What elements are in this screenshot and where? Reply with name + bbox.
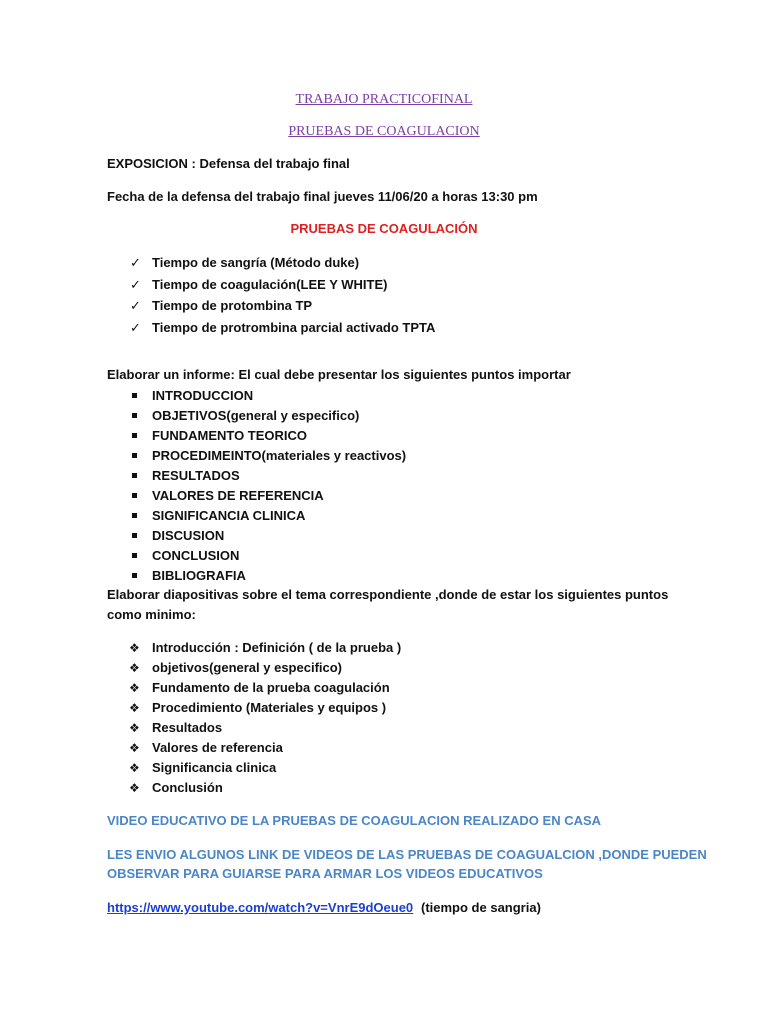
list-item: ❖ Procedimiento (Materiales y equipos )	[129, 700, 387, 715]
square-bullet-icon	[132, 553, 137, 558]
square-bullet-icon	[132, 513, 137, 518]
diamond-bullet-icon: ❖	[129, 681, 140, 695]
tests-list	[130, 254, 435, 340]
list-item: CONCLUSION	[130, 547, 406, 567]
list-item: PROCEDIMEINTO(materiales y reactivos)	[130, 447, 406, 467]
slide-points-list	[130, 639, 401, 799]
list-item: INTRODUCCION	[130, 387, 406, 407]
document-subtitle: PRUEBAS DE COAGULACION	[288, 124, 480, 139]
list-item: RESULTADOS	[130, 467, 406, 487]
square-bullet-icon	[132, 433, 137, 438]
list-item: ❖ Conclusión	[129, 780, 223, 795]
diapositivas-line1: Elaborar diapositivas sobre el tema correspondiente ,donde de estar los siguientes puntos	[107, 587, 669, 602]
diamond-bullet-icon: ❖	[129, 781, 140, 795]
informe-intro: Elaborar un informe: El cual debe presentar los siguientes puntos importar	[107, 367, 571, 382]
check-icon: ✓	[130, 298, 141, 313]
video-heading: VIDEO EDUCATIVO DE LA PRUEBAS DE COAGULACION REALIZADO EN CASA	[107, 813, 602, 828]
diamond-bullet-icon: ❖	[129, 661, 140, 675]
links-line1: LES ENVIO ALGUNOS LINK DE VIDEOS DE LAS PRUEBAS DE COAGUALCION ,DONDE PUEDEN	[107, 847, 707, 862]
list-item: ✓ Tiempo de protombina TP	[130, 298, 313, 313]
links-line2: OBSERVAR PARA GUIARSE PARA ARMAR LOS VIDEOS EDUCATIVOS	[107, 866, 543, 881]
square-bullet-icon	[132, 533, 137, 538]
document-title: TRABAJO PRACTICOFINAL	[295, 92, 473, 107]
list-item: ❖ Valores de referencia	[129, 740, 283, 755]
list-item: ✓ Tiempo de protrombina parcial activado TPTA	[130, 319, 436, 335]
fecha-line: Fecha de la defensa del trabajo final jueves 11/06/20 a horas 13:30 pm	[107, 189, 538, 204]
diamond-bullet-icon: ❖	[129, 641, 140, 655]
list-item: SIGNIFICANCIA CLINICA	[130, 507, 406, 527]
diamond-bullet-icon: ❖	[129, 761, 140, 775]
check-icon: ✓	[130, 276, 141, 292]
list-item: ❖ Fundamento de la prueba coagulación	[129, 680, 390, 695]
list-item: VALORES DE REFERENCIA	[130, 487, 406, 507]
square-bullet-icon	[132, 393, 137, 398]
list-item: OBJETIVOS(general y especifico)	[130, 407, 406, 427]
diapositivas-line2: como minimo:	[107, 607, 196, 622]
section-heading: PRUEBAS DE COAGULACIÓN	[290, 221, 478, 236]
list-item: FUNDAMENTO TEORICO	[130, 427, 406, 447]
list-item: ❖ Introducción : Definición ( de la prueba )	[129, 640, 402, 655]
square-bullet-icon	[132, 413, 137, 418]
diamond-bullet-icon: ❖	[129, 721, 140, 735]
check-icon: ✓	[130, 319, 141, 335]
link-note: (tiempo de sangria)	[421, 900, 541, 915]
square-bullet-icon	[132, 493, 137, 498]
informe-points-list	[130, 387, 406, 587]
list-item: BIBLIOGRAFIA	[130, 567, 406, 587]
list-item: DISCUSION	[130, 527, 406, 547]
square-bullet-icon	[132, 453, 137, 458]
check-icon: ✓	[130, 255, 141, 270]
diamond-bullet-icon: ❖	[129, 701, 140, 715]
list-item: ✓ Tiempo de sangría (Método duke)	[130, 255, 360, 270]
list-item: ❖ objetivos(general y especifico)	[129, 660, 343, 675]
exposicion-line: EXPOSICION : Defensa del trabajo final	[107, 156, 350, 171]
list-item: ❖ Resultados	[129, 720, 223, 735]
list-item: ❖ Significancia clinica	[129, 760, 277, 775]
list-item: ✓ Tiempo de coagulación(LEE Y WHITE)	[130, 276, 388, 292]
diamond-bullet-icon: ❖	[129, 741, 140, 755]
youtube-link[interactable]: https://www.youtube.com/watch?v=VnrE9dOeue0	[107, 900, 414, 915]
square-bullet-icon	[132, 573, 137, 578]
square-bullet-icon	[132, 473, 137, 478]
